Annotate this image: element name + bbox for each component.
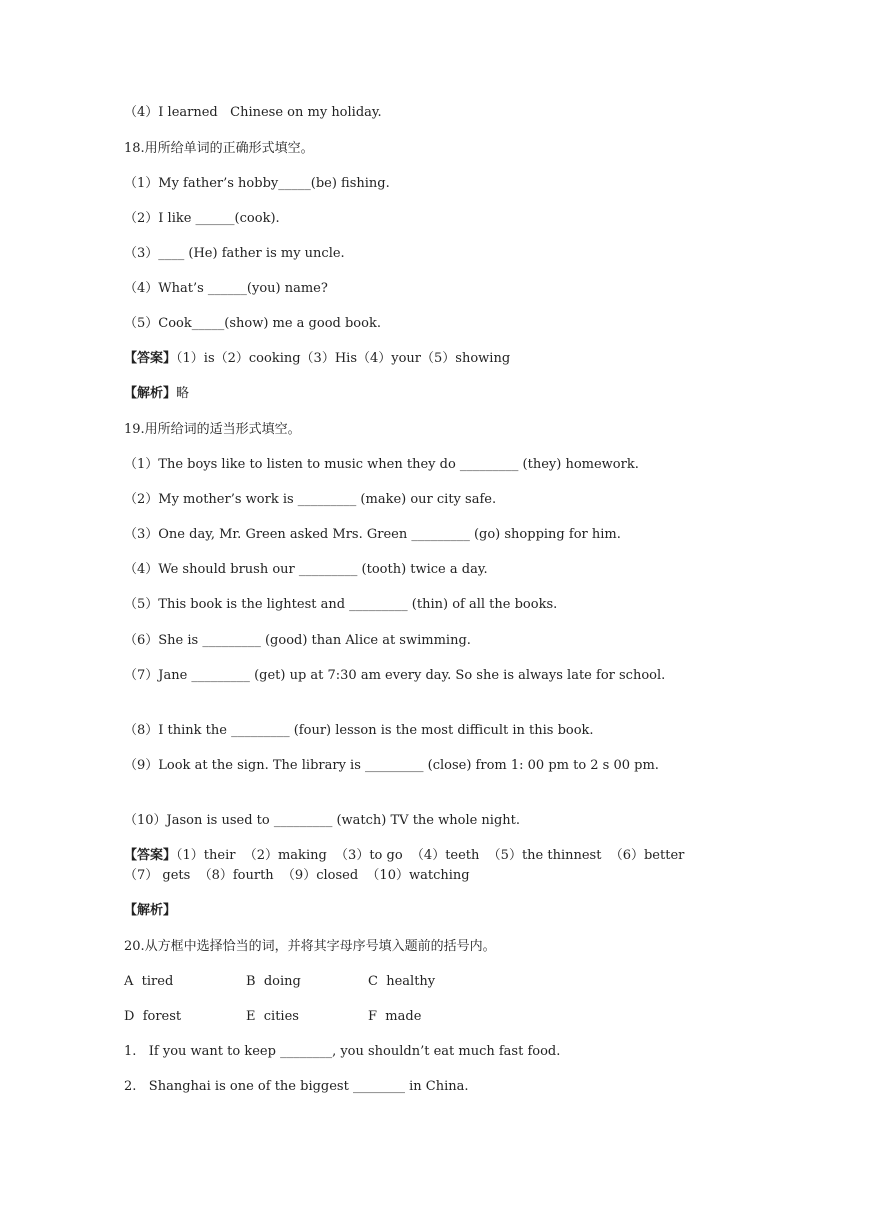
choice-letter: E bbox=[246, 1009, 256, 1024]
explanation-label: 【解析】 bbox=[124, 386, 177, 401]
choice-letter: F bbox=[368, 1009, 378, 1024]
answer-text: （1）their （2）making （3）to go （4）teeth （5）the thinnest （6）better （7） gets （8）fourth （9）closed （10）watching bbox=[124, 848, 697, 883]
choice-letter: D bbox=[124, 1009, 135, 1024]
answer-text: （1）is（2）cooking（3）His（4）your（5）showing bbox=[176, 351, 511, 366]
choice-word: made bbox=[385, 1009, 422, 1024]
q19-answer bbox=[124, 846, 724, 886]
q18-answer bbox=[124, 349, 744, 369]
choice-letter: A bbox=[124, 974, 134, 989]
choice-c bbox=[368, 972, 435, 992]
choice-a bbox=[124, 972, 173, 992]
q19-item-2: （2）My mother’s work is _________ (make) our city safe. bbox=[124, 492, 497, 507]
choice-word: doing bbox=[263, 974, 301, 989]
q18-item-4: （4）What’s ______(you) name? bbox=[124, 281, 328, 296]
answer-label: 【答案】 bbox=[124, 848, 177, 863]
q19-item-7: （7）Jane _________ (get) up at 7:30 am every day. So she is always late for school. bbox=[124, 668, 666, 683]
q19-item-4: （4）We should brush our _________ (tooth) twice a day. bbox=[124, 562, 488, 577]
choice-d bbox=[124, 1007, 181, 1027]
choice-f bbox=[368, 1007, 421, 1027]
q18-item-2: （2）I like ______(cook). bbox=[124, 211, 280, 226]
q19-item-10: （10）Jason is used to _________ (watch) TV the whole night. bbox=[124, 813, 521, 828]
choice-word: healthy bbox=[386, 974, 436, 989]
q19-item-9: （9）Look at the sign. The library is _________ (close) from 1: 00 pm to 2 s 00 pm. bbox=[124, 758, 659, 773]
explanation-text: 略 bbox=[176, 386, 190, 401]
q19-item-3: （3）One day, Mr. Green asked Mrs. Green _________ (go) shopping for him. bbox=[124, 527, 621, 542]
q18-item-5: （5）Cook_____(show) me a good book. bbox=[124, 316, 381, 331]
q19-item-5: （5）This book is the lightest and _________ (thin) of all the books. bbox=[124, 597, 558, 612]
q18-item-1: （1）My father’s hobby_____(be) fishing. bbox=[124, 176, 390, 191]
choice-word: tired bbox=[141, 974, 174, 989]
q19-item-6: （6）She is _________ (good) than Alice at swimming. bbox=[124, 633, 471, 648]
q19-item-1: （1）The boys like to listen to music when they do _________ (they) homework. bbox=[124, 457, 639, 472]
choice-letter: B bbox=[246, 974, 256, 989]
q17-item-4: （4）I learned Chinese on my holiday. bbox=[124, 105, 382, 120]
choice-word: cities bbox=[263, 1009, 299, 1024]
q18-item-3: （3）____ (He) father is my uncle. bbox=[124, 246, 345, 261]
q19-item-8: （8）I think the _________ (four) lesson is the most difficult in this book. bbox=[124, 723, 594, 738]
q20-item-1: 1. If you want to keep ________, you shouldn’t eat much fast food. bbox=[124, 1044, 561, 1059]
q19-explanation-label: 【解析】 bbox=[124, 903, 177, 918]
answer-label: 【答案】 bbox=[124, 351, 177, 366]
q18-title: 18.用所给单词的正确形式填空。 bbox=[124, 141, 314, 156]
choice-word: forest bbox=[142, 1009, 182, 1024]
choice-e bbox=[246, 1007, 299, 1027]
q19-title: 19.用所给词的适当形式填空。 bbox=[124, 422, 301, 437]
choice-b bbox=[246, 972, 301, 992]
q20-title: 20.从方框中选择恰当的词，并将其字母序号填入题前的括号内。 bbox=[124, 939, 496, 954]
q18-explanation bbox=[124, 384, 744, 404]
q20-item-2: 2. Shanghai is one of the biggest ________ in China. bbox=[124, 1079, 469, 1094]
choice-letter: C bbox=[368, 974, 378, 989]
